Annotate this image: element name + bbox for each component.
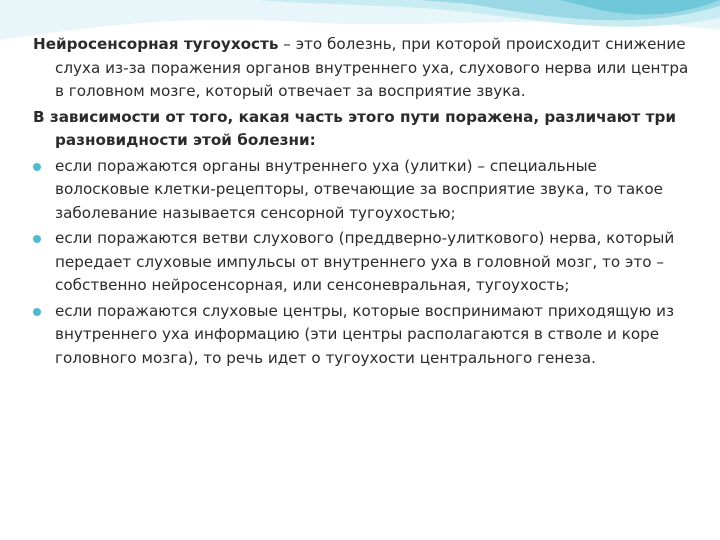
list-item-text: если поражаются органы внутреннего уха (улитки) – специальные волосковые клетки-рецепторы, отвечающие за восприятие звука, то такое заболевание называется сенсорной тугоухостью; <box>55 156 663 222</box>
list-item <box>33 155 693 226</box>
list-item-text: если поражаются ветви слухового (преддверно-улиткового) нерва, который передает слуховые импульсы от внутреннего уха в головной мозг, то это – собственно нейросенсорная, или сенсоневральная, тугоухость; <box>55 229 675 294</box>
definition-paragraph <box>33 33 693 104</box>
slide-body <box>33 33 693 370</box>
bullet-dot-icon <box>33 308 41 316</box>
bullet-dot-icon <box>33 235 41 243</box>
list-item-text: если поражаются слуховые центры, которые воспринимают приходящую из внутреннего уха информацию (эти центры располагаются в стволе и коре головного мозга), то речь идет о тугоухости центрального генеза. <box>55 301 675 367</box>
list-item <box>33 300 693 371</box>
types-intro: В зависимости от того, какая часть этого пути поражена, различают три разновидности этой болезни: <box>33 107 676 149</box>
bullet-dot-icon <box>33 163 41 171</box>
definition-term: Нейросенсорная тугоухость <box>33 35 279 53</box>
list-item <box>33 227 693 298</box>
types-list <box>33 155 693 371</box>
definition-text: – это болезнь, при которой происходит снижение слуха из-за поражения органов внутреннего уха, слухового нерва или центра в головном мозге, который отвечает за восприятие звука. <box>55 35 689 100</box>
